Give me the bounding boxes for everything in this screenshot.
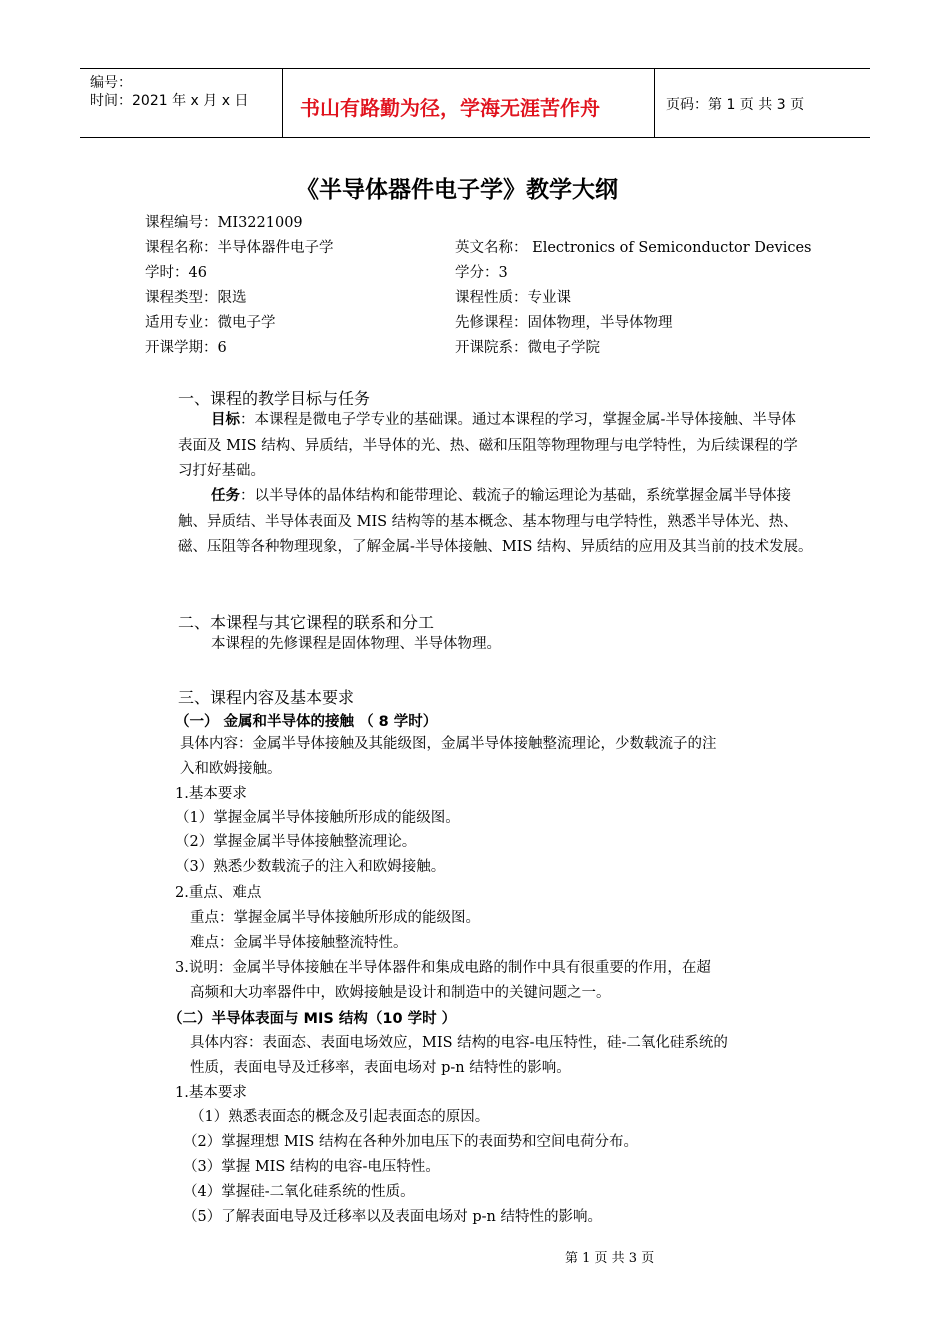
unit-2-req-2: （2）掌握理想 MIS 结构在各种外加电压下的表面势和空间电荷分布。 [183,1134,638,1150]
unit-2-title: （二）半导体表面与 MIS 结构（10 学时 ） [168,1011,457,1027]
header-motto: 书山有路勤为径，学海无涯苦作舟 [300,96,600,120]
unit-1-note-line1: 3.说明：金属半导体接触在半导体器件和集成电路的制作中具有很重要的作用，在超 [175,960,711,976]
unit-1-req-2: （2）掌握金属半导体接触整流理论。 [175,834,417,850]
unit-1-keypoints-heading: 2.重点、难点 [175,885,262,901]
unit-1-difficulty: 难点：金属半导体接触整流特性。 [190,935,408,951]
unit-2-req-1: （1）熟悉表面态的概念及引起表面态的原因。 [190,1109,490,1125]
course-dept: 开课院系：微电子学院 [455,340,600,356]
course-semester: 开课学期：6 [145,340,227,356]
header-page-label: 页码：第 1 页 共 3 页 [666,97,805,113]
task-label: 任务 [211,488,240,504]
unit-1-req-1: （1）掌握金属半导体接触所形成的能级图。 [175,810,460,826]
page-footer: 第 1 页 共 3 页 [565,1251,655,1266]
unit-1-keypoint: 重点：掌握金属半导体接触所形成的能级图。 [190,910,480,926]
course-code: 课程编号：MI3221009 [145,215,303,231]
course-name: 课程名称：半导体器件电子学 [145,240,334,256]
unit-1-content-line2: 入和欧姆接触。 [180,761,282,777]
unit-2-req-3: （3）掌握 MIS 结构的电容-电压特性。 [183,1159,440,1175]
unit-2-req-5: （5）了解表面电导及迁移率以及表面电场对 p-n 结特性的影响。 [183,1209,602,1225]
section-2-heading: 二、本课程与其它课程的联系和分工 [178,613,435,632]
header-divider [282,69,283,137]
unit-2-content-line1: 具体内容：表面态、表面电场效应，MIS 结构的电容-电压特性，硅-二氧化硅系统的 [190,1035,728,1051]
goal-text: ：本课程是微电子学专业的基础课。通过本课程的学习，掌握金属-半导体接触、半导体表面及 MIS 结构、异质结，半导体的光、热、磁和压阻等物理物理与电学特性，为后续课程的学习打好基础。 [178,412,798,479]
course-english-name: 英文名称： Electronics of Semiconductor Devices [455,240,812,256]
course-hours: 学时：46 [145,265,207,281]
section-2-text: 本课程的先修课程是固体物理、半导体物理。 [211,636,501,652]
unit-2-req-4: （4）掌握硅-二氧化硅系统的性质。 [183,1184,415,1200]
task-text: ：以半导体的晶体结构和能带理论、载流子的输运理论为基础，系统掌握金属半导体接触、异质结、半导体表面及 MIS 结构等的基本概念、基本物理与电学特性，熟悉半导体光、热、磁、压阻等各种物理现象，了解金属-半导体接触、MIS 结构、异质结的应用及其当前的技术发展。 [178,488,813,555]
unit-1-req-3: （3）熟悉少数载流子的注入和欧姆接触。 [175,859,446,875]
course-prereq: 先修课程：固体物理，半导体物理 [455,315,673,331]
section-1-goal [178,408,810,485]
unit-1-content-line1: 具体内容：金属半导体接触及其能级图，金属半导体接触整流理论，少数载流子的注 [180,736,717,752]
page-title: 《半导体器件电子学》教学大纲 [296,177,618,203]
header-divider [654,69,655,137]
unit-1-req-heading: 1.基本要求 [175,786,247,802]
section-1-task [178,484,818,561]
section-3-heading: 三、课程内容及基本要求 [178,688,355,707]
course-credits: 学分：3 [455,265,508,281]
goal-label: 目标 [211,412,240,428]
section-1-heading: 一、课程的教学目标与任务 [178,389,371,408]
course-type: 课程类型：限选 [145,290,247,306]
unit-1-title: （一） 金属和半导体的接触 （ 8 学时） [175,714,438,730]
doc-time-label: 时间：2021 年 x 月 x 日 [90,93,249,109]
unit-1-note-line2: 高频和大功率器件中，欧姆接触是设计和制造中的关键问题之一。 [190,985,611,1001]
unit-2-req-heading: 1.基本要求 [175,1085,247,1101]
course-nature: 课程性质：专业课 [455,290,571,306]
course-major: 适用专业：微电子学 [145,315,276,331]
doc-number-label: 编号： [90,75,132,91]
unit-2-content-line2: 性质，表面电导及迁移率，表面电场对 p-n 结特性的影响。 [190,1060,571,1076]
